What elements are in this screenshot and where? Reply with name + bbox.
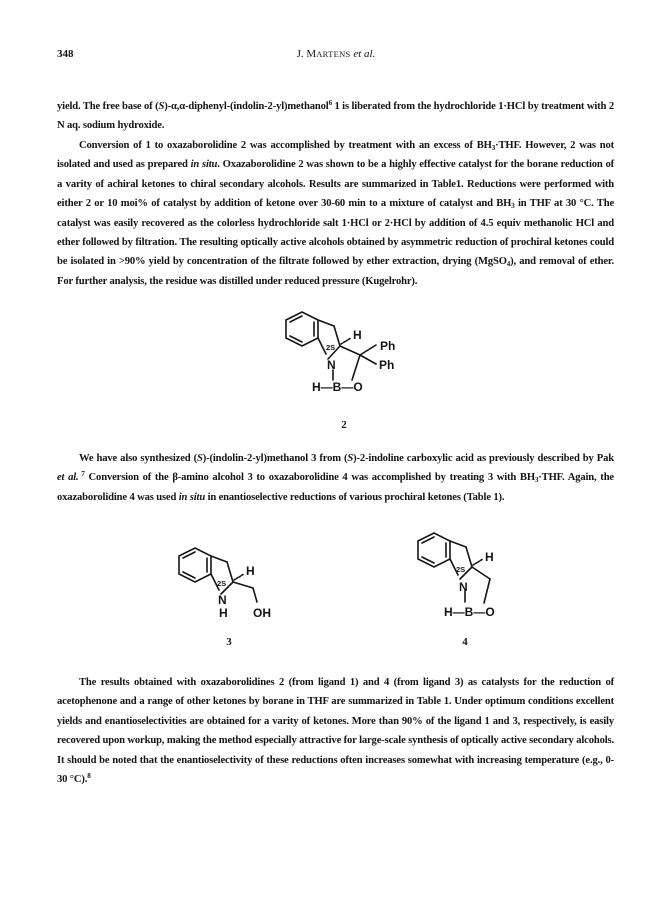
- text-run: ·THF. However, 2 was not isolated and used as prepared: [57, 140, 614, 171]
- running-head-initial: J. M: [296, 48, 317, 60]
- bond-line: [472, 567, 490, 579]
- compound-4-label: 4: [462, 636, 468, 648]
- text-run: 8: [87, 772, 91, 781]
- text-run: et al.: [57, 472, 79, 484]
- compound-2-structure: [268, 312, 408, 404]
- atom-n: N: [459, 580, 468, 594]
- paragraph-3: [57, 449, 614, 507]
- text-run: 3: [511, 202, 515, 211]
- bond-line: [340, 346, 360, 355]
- stereo-label: 2S: [217, 579, 227, 588]
- text-run: The results obtained with oxazaborolidines 2 (from ligand 1) and 4 (from ligand 3) as catalysts for the reduction of acetophenone and a range of other ketones by borane in THF are summarized in Table 1. Under optimum conditions excellent yields and enantioselectivities are obtained for a varity of ketones. More than 90% of the ligand 1 and 3, respectively, is easily recovered upon workup, making the method especially attractive for large-scale synthesis of optically active secondary alcohols. It should be noted that the enantioselectivity of these reductions often increases somewhat with increasing temperature (e.g., 0-30 °C).: [57, 677, 614, 786]
- phenyl-2: Ph: [379, 358, 395, 372]
- text-run: in THF at 30 °C. The catalyst was easily recovered as the colorless hydrochloride salt 1·HCl or 2·HCl by addition of 4.5 equiv methanolic HCl and ether followed by filtration. The resulting optically active alcohols obtained by asymmetric reduction of prochiral ketones could be isolated in >90% yield by concentration of the filtrate followed by ether extraction, drying (MgSO: [57, 198, 614, 268]
- compound-3-structure: [175, 538, 295, 630]
- text-run: Conversion of 1 to oxazaborolidine 2 was accomplished by treatment with an excess of BH: [79, 140, 492, 151]
- text-run: ·THF. Again, the oxazaborolidine 4 was used: [57, 472, 614, 503]
- atom-h: H: [353, 328, 362, 342]
- bond-line: [450, 541, 466, 547]
- stereo-label: 2S: [326, 343, 336, 352]
- paragraph-1: [57, 97, 614, 136]
- phenyl-1: Ph: [380, 339, 396, 353]
- bond-line: [473, 559, 483, 565]
- text-run: S: [347, 453, 354, 464]
- text-run: 6: [328, 99, 332, 107]
- bond-line: [318, 338, 326, 354]
- bond-line: [234, 574, 244, 580]
- text-run: 7: [78, 470, 85, 479]
- atom-h: H: [246, 564, 255, 578]
- text-run: ), and removal of ether. For further analysis, the residue was distilled under reduced pressure (Kugelrohr).: [57, 256, 614, 287]
- bond-line: [360, 355, 376, 364]
- bond-line: [233, 582, 253, 588]
- compound-4-structure: [404, 527, 534, 627]
- bond-line: [211, 556, 227, 562]
- atom-n: N: [218, 593, 227, 607]
- text-run: )-(indolin-2-yl)methanol 3 from (: [202, 453, 348, 464]
- text-run: . Oxazaborolidine 2 was shown to be a highly effective catalyst for the borane reduction of a varity of achiral ketones to chiral secondary alcohols. Results are summarized in Table1. Reductions were performed with either 2 or 10 moi% of catalyst by addition of ketone over 30-60 min to a mixture of catalyst and BH: [57, 159, 614, 210]
- bond-line: [253, 588, 257, 602]
- paragraph-4: [57, 673, 614, 789]
- running-head: [0, 48, 672, 60]
- paragraph-2: [57, 136, 614, 291]
- text-run: Conversion of the β-amino alcohol 3 to oxazaborolidine 4 was accomplished by treating 3 with BH: [84, 472, 535, 484]
- text-run: 4: [506, 260, 511, 269]
- running-head-et-al: et al.: [350, 48, 376, 60]
- atom-oh: OH: [253, 606, 271, 620]
- page-number: 348: [57, 48, 74, 60]
- text-run: 1 is liberated from the hydrochloride 1·HCl by treatment with 2 N aq. sodium hydroxide.: [57, 101, 614, 132]
- text-run: S: [196, 453, 203, 464]
- text-run: S: [158, 101, 165, 112]
- bond-line: [318, 320, 334, 326]
- compound-3-label: 3: [226, 636, 232, 648]
- benzene-ring: [179, 548, 211, 582]
- text-run: 3: [534, 476, 539, 485]
- text-run: 3: [491, 144, 496, 152]
- atom-b: H—B—O: [312, 380, 363, 394]
- bond-line: [352, 355, 360, 380]
- text-run: in enantioselective reductions of various prochiral ketones (Table 1).: [205, 491, 505, 503]
- compound-2-label: 2: [341, 419, 347, 431]
- bond-line: [341, 338, 351, 344]
- text-run: in situ: [178, 491, 206, 503]
- bond-line: [484, 579, 490, 603]
- text-run: in situ: [190, 159, 218, 171]
- bond-line: [466, 547, 472, 567]
- text-run: )-2-indoline carboxylic acid as previously described by Pak: [353, 453, 614, 464]
- atom-n: N: [327, 358, 336, 372]
- bond-line: [227, 562, 233, 582]
- text-run: yield. The free base of (: [57, 101, 159, 112]
- bond-line: [360, 345, 376, 355]
- running-head-surname: ARTENS: [316, 49, 351, 59]
- atom-b: H—B—O: [444, 605, 495, 619]
- text-run: )-α,α-diphenyl-(indolin-2-yl)methanol: [164, 101, 329, 112]
- text-run: We have also synthesized (: [79, 453, 197, 464]
- stereo-label: 2S: [456, 565, 466, 574]
- atom-nh: H: [219, 606, 228, 620]
- atom-h: H: [485, 550, 494, 564]
